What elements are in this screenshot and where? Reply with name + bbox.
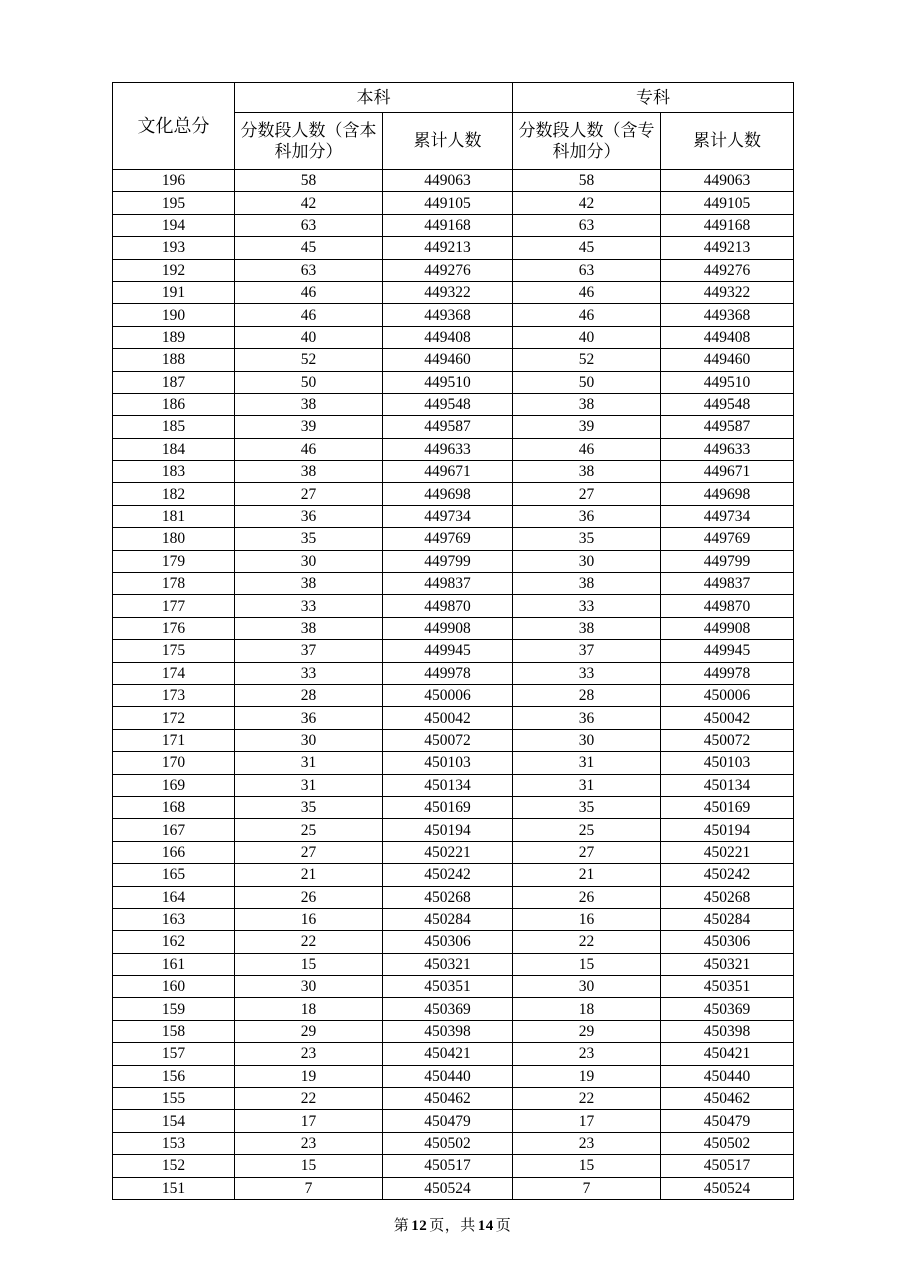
cell-junior-college-cumulative: 450321 bbox=[661, 953, 794, 975]
cell-junior-college-segment-count: 22 bbox=[513, 1088, 661, 1110]
group-header-undergraduate: 本科 bbox=[235, 83, 513, 113]
cell-junior-college-cumulative: 450398 bbox=[661, 1020, 794, 1042]
cell-junior-college-cumulative: 450479 bbox=[661, 1110, 794, 1132]
cell-undergraduate-cumulative: 450306 bbox=[383, 931, 513, 953]
cell-junior-college-cumulative: 449213 bbox=[661, 237, 794, 259]
cell-undergraduate-cumulative: 449548 bbox=[383, 393, 513, 415]
table-row bbox=[113, 774, 794, 796]
table-row bbox=[113, 192, 794, 214]
table-row bbox=[113, 595, 794, 617]
cell-undergraduate-cumulative: 450072 bbox=[383, 729, 513, 751]
table-row bbox=[113, 886, 794, 908]
cell-junior-college-cumulative: 450268 bbox=[661, 886, 794, 908]
cell-undergraduate-cumulative: 450006 bbox=[383, 684, 513, 706]
cell-total-score: 163 bbox=[113, 908, 235, 930]
cell-junior-college-segment-count: 7 bbox=[513, 1177, 661, 1199]
cell-junior-college-segment-count: 38 bbox=[513, 461, 661, 483]
cell-undergraduate-cumulative: 449633 bbox=[383, 438, 513, 460]
table-row bbox=[113, 393, 794, 415]
cell-undergraduate-segment-count: 26 bbox=[235, 886, 383, 908]
cell-total-score: 183 bbox=[113, 461, 235, 483]
footer-suffix: 页 bbox=[495, 1218, 512, 1234]
cell-junior-college-segment-count: 23 bbox=[513, 1132, 661, 1154]
cell-total-score: 186 bbox=[113, 393, 235, 415]
cell-junior-college-segment-count: 37 bbox=[513, 640, 661, 662]
cell-total-score: 188 bbox=[113, 349, 235, 371]
cell-undergraduate-cumulative: 449460 bbox=[383, 349, 513, 371]
cell-junior-college-cumulative: 449408 bbox=[661, 326, 794, 348]
group-header-junior-college: 专科 bbox=[513, 83, 794, 113]
cell-undergraduate-segment-count: 18 bbox=[235, 998, 383, 1020]
cell-total-score: 159 bbox=[113, 998, 235, 1020]
table-row bbox=[113, 684, 794, 706]
cell-undergraduate-segment-count: 31 bbox=[235, 774, 383, 796]
cell-total-score: 152 bbox=[113, 1155, 235, 1177]
cell-total-score: 172 bbox=[113, 707, 235, 729]
cell-undergraduate-segment-count: 23 bbox=[235, 1132, 383, 1154]
table-row bbox=[113, 1132, 794, 1154]
cell-junior-college-cumulative: 449978 bbox=[661, 662, 794, 684]
cell-junior-college-segment-count: 27 bbox=[513, 483, 661, 505]
column-header-undergraduate-segment-count: 分数段人数（含本科加分） bbox=[235, 113, 383, 170]
cell-undergraduate-cumulative: 450517 bbox=[383, 1155, 513, 1177]
table-row bbox=[113, 729, 794, 751]
cell-undergraduate-segment-count: 36 bbox=[235, 505, 383, 527]
table-row bbox=[113, 752, 794, 774]
cell-junior-college-segment-count: 42 bbox=[513, 192, 661, 214]
cell-total-score: 176 bbox=[113, 617, 235, 639]
cell-junior-college-segment-count: 29 bbox=[513, 1020, 661, 1042]
cell-total-score: 195 bbox=[113, 192, 235, 214]
cell-junior-college-segment-count: 15 bbox=[513, 953, 661, 975]
cell-junior-college-segment-count: 46 bbox=[513, 281, 661, 303]
cell-undergraduate-segment-count: 63 bbox=[235, 259, 383, 281]
table-row bbox=[113, 573, 794, 595]
cell-undergraduate-segment-count: 28 bbox=[235, 684, 383, 706]
cell-undergraduate-cumulative: 449168 bbox=[383, 214, 513, 236]
cell-total-score: 151 bbox=[113, 1177, 235, 1199]
cell-undergraduate-cumulative: 449322 bbox=[383, 281, 513, 303]
cell-junior-college-segment-count: 63 bbox=[513, 214, 661, 236]
cell-junior-college-segment-count: 25 bbox=[513, 819, 661, 841]
table-row bbox=[113, 483, 794, 505]
cell-junior-college-cumulative: 449510 bbox=[661, 371, 794, 393]
cell-undergraduate-segment-count: 58 bbox=[235, 170, 383, 192]
cell-junior-college-cumulative: 449633 bbox=[661, 438, 794, 460]
cell-undergraduate-segment-count: 27 bbox=[235, 841, 383, 863]
table-header bbox=[113, 83, 794, 170]
cell-undergraduate-cumulative: 449978 bbox=[383, 662, 513, 684]
cell-undergraduate-cumulative: 450440 bbox=[383, 1065, 513, 1087]
cell-junior-college-cumulative: 450502 bbox=[661, 1132, 794, 1154]
cell-undergraduate-segment-count: 30 bbox=[235, 729, 383, 751]
cell-undergraduate-cumulative: 449587 bbox=[383, 416, 513, 438]
cell-junior-college-cumulative: 450072 bbox=[661, 729, 794, 751]
cell-junior-college-cumulative: 449063 bbox=[661, 170, 794, 192]
cell-undergraduate-cumulative: 449870 bbox=[383, 595, 513, 617]
footer-middle: 页，共 bbox=[429, 1218, 476, 1234]
cell-junior-college-segment-count: 46 bbox=[513, 438, 661, 460]
cell-junior-college-segment-count: 31 bbox=[513, 774, 661, 796]
cell-undergraduate-cumulative: 450242 bbox=[383, 864, 513, 886]
cell-undergraduate-cumulative: 449276 bbox=[383, 259, 513, 281]
table-row bbox=[113, 416, 794, 438]
footer-total-pages: 14 bbox=[477, 1218, 494, 1234]
cell-undergraduate-cumulative: 449510 bbox=[383, 371, 513, 393]
cell-total-score: 184 bbox=[113, 438, 235, 460]
cell-undergraduate-segment-count: 30 bbox=[235, 550, 383, 572]
cell-undergraduate-cumulative: 450524 bbox=[383, 1177, 513, 1199]
table-row bbox=[113, 931, 794, 953]
cell-total-score: 193 bbox=[113, 237, 235, 259]
cell-undergraduate-cumulative: 450284 bbox=[383, 908, 513, 930]
cell-total-score: 160 bbox=[113, 976, 235, 998]
cell-undergraduate-segment-count: 38 bbox=[235, 393, 383, 415]
cell-total-score: 171 bbox=[113, 729, 235, 751]
cell-undergraduate-cumulative: 449908 bbox=[383, 617, 513, 639]
cell-undergraduate-segment-count: 16 bbox=[235, 908, 383, 930]
cell-junior-college-segment-count: 15 bbox=[513, 1155, 661, 1177]
cell-junior-college-cumulative: 449908 bbox=[661, 617, 794, 639]
score-distribution-table bbox=[112, 82, 794, 1200]
cell-total-score: 168 bbox=[113, 796, 235, 818]
table-row bbox=[113, 214, 794, 236]
cell-undergraduate-cumulative: 450134 bbox=[383, 774, 513, 796]
table-row bbox=[113, 976, 794, 998]
cell-undergraduate-segment-count: 33 bbox=[235, 662, 383, 684]
cell-junior-college-cumulative: 450006 bbox=[661, 684, 794, 706]
cell-total-score: 180 bbox=[113, 528, 235, 550]
cell-junior-college-cumulative: 449799 bbox=[661, 550, 794, 572]
cell-junior-college-cumulative: 450169 bbox=[661, 796, 794, 818]
table-row bbox=[113, 998, 794, 1020]
cell-junior-college-cumulative: 449698 bbox=[661, 483, 794, 505]
table-row bbox=[113, 864, 794, 886]
cell-total-score: 170 bbox=[113, 752, 235, 774]
cell-total-score: 177 bbox=[113, 595, 235, 617]
cell-undergraduate-segment-count: 38 bbox=[235, 461, 383, 483]
cell-undergraduate-segment-count: 7 bbox=[235, 1177, 383, 1199]
cell-total-score: 181 bbox=[113, 505, 235, 527]
cell-undergraduate-cumulative: 449698 bbox=[383, 483, 513, 505]
cell-junior-college-cumulative: 449322 bbox=[661, 281, 794, 303]
cell-junior-college-cumulative: 450134 bbox=[661, 774, 794, 796]
cell-undergraduate-segment-count: 46 bbox=[235, 304, 383, 326]
table-row bbox=[113, 819, 794, 841]
cell-undergraduate-segment-count: 39 bbox=[235, 416, 383, 438]
cell-undergraduate-segment-count: 19 bbox=[235, 1065, 383, 1087]
cell-undergraduate-cumulative: 449368 bbox=[383, 304, 513, 326]
table-row bbox=[113, 1110, 794, 1132]
column-header-undergraduate-cumulative: 累计人数 bbox=[383, 113, 513, 170]
cell-undergraduate-cumulative: 449105 bbox=[383, 192, 513, 214]
cell-undergraduate-segment-count: 46 bbox=[235, 438, 383, 460]
cell-total-score: 165 bbox=[113, 864, 235, 886]
cell-junior-college-cumulative: 449837 bbox=[661, 573, 794, 595]
cell-junior-college-cumulative: 449548 bbox=[661, 393, 794, 415]
cell-undergraduate-segment-count: 37 bbox=[235, 640, 383, 662]
cell-junior-college-segment-count: 38 bbox=[513, 393, 661, 415]
cell-total-score: 191 bbox=[113, 281, 235, 303]
cell-junior-college-cumulative: 450421 bbox=[661, 1043, 794, 1065]
cell-undergraduate-segment-count: 22 bbox=[235, 1088, 383, 1110]
cell-junior-college-segment-count: 35 bbox=[513, 796, 661, 818]
cell-undergraduate-segment-count: 30 bbox=[235, 976, 383, 998]
cell-total-score: 187 bbox=[113, 371, 235, 393]
cell-undergraduate-segment-count: 15 bbox=[235, 1155, 383, 1177]
table-row bbox=[113, 326, 794, 348]
cell-undergraduate-cumulative: 449408 bbox=[383, 326, 513, 348]
cell-undergraduate-cumulative: 450221 bbox=[383, 841, 513, 863]
table-row bbox=[113, 505, 794, 527]
cell-total-score: 189 bbox=[113, 326, 235, 348]
cell-undergraduate-cumulative: 449837 bbox=[383, 573, 513, 595]
cell-junior-college-cumulative: 450042 bbox=[661, 707, 794, 729]
cell-total-score: 167 bbox=[113, 819, 235, 841]
cell-total-score: 158 bbox=[113, 1020, 235, 1042]
cell-junior-college-segment-count: 50 bbox=[513, 371, 661, 393]
cell-junior-college-segment-count: 18 bbox=[513, 998, 661, 1020]
cell-junior-college-segment-count: 35 bbox=[513, 528, 661, 550]
cell-junior-college-segment-count: 23 bbox=[513, 1043, 661, 1065]
cell-undergraduate-segment-count: 36 bbox=[235, 707, 383, 729]
cell-junior-college-cumulative: 449460 bbox=[661, 349, 794, 371]
cell-junior-college-cumulative: 450517 bbox=[661, 1155, 794, 1177]
cell-junior-college-segment-count: 52 bbox=[513, 349, 661, 371]
cell-junior-college-segment-count: 30 bbox=[513, 550, 661, 572]
cell-total-score: 190 bbox=[113, 304, 235, 326]
cell-total-score: 178 bbox=[113, 573, 235, 595]
cell-total-score: 162 bbox=[113, 931, 235, 953]
cell-undergraduate-segment-count: 42 bbox=[235, 192, 383, 214]
cell-undergraduate-segment-count: 23 bbox=[235, 1043, 383, 1065]
cell-undergraduate-cumulative: 449945 bbox=[383, 640, 513, 662]
column-header-junior-college-segment-count: 分数段人数（含专科加分） bbox=[513, 113, 661, 170]
column-header-total-score: 文化总分 bbox=[113, 83, 235, 170]
cell-undergraduate-segment-count: 38 bbox=[235, 617, 383, 639]
cell-junior-college-segment-count: 16 bbox=[513, 908, 661, 930]
cell-undergraduate-segment-count: 29 bbox=[235, 1020, 383, 1042]
cell-junior-college-segment-count: 27 bbox=[513, 841, 661, 863]
cell-junior-college-cumulative: 450462 bbox=[661, 1088, 794, 1110]
cell-junior-college-cumulative: 449587 bbox=[661, 416, 794, 438]
cell-junior-college-cumulative: 449276 bbox=[661, 259, 794, 281]
cell-junior-college-segment-count: 33 bbox=[513, 662, 661, 684]
cell-total-score: 182 bbox=[113, 483, 235, 505]
cell-total-score: 196 bbox=[113, 170, 235, 192]
cell-junior-college-segment-count: 63 bbox=[513, 259, 661, 281]
cell-undergraduate-cumulative: 450321 bbox=[383, 953, 513, 975]
cell-total-score: 175 bbox=[113, 640, 235, 662]
cell-undergraduate-segment-count: 17 bbox=[235, 1110, 383, 1132]
table-row bbox=[113, 640, 794, 662]
cell-junior-college-segment-count: 19 bbox=[513, 1065, 661, 1087]
cell-junior-college-segment-count: 26 bbox=[513, 886, 661, 908]
cell-undergraduate-cumulative: 450462 bbox=[383, 1088, 513, 1110]
cell-total-score: 169 bbox=[113, 774, 235, 796]
cell-undergraduate-cumulative: 449734 bbox=[383, 505, 513, 527]
table-body bbox=[113, 170, 794, 1200]
cell-junior-college-segment-count: 21 bbox=[513, 864, 661, 886]
cell-undergraduate-cumulative: 450042 bbox=[383, 707, 513, 729]
cell-junior-college-cumulative: 449734 bbox=[661, 505, 794, 527]
cell-undergraduate-segment-count: 52 bbox=[235, 349, 383, 371]
cell-junior-college-cumulative: 449671 bbox=[661, 461, 794, 483]
cell-junior-college-cumulative: 450242 bbox=[661, 864, 794, 886]
cell-undergraduate-cumulative: 449213 bbox=[383, 237, 513, 259]
table-header-row-groups bbox=[113, 83, 794, 113]
cell-junior-college-segment-count: 58 bbox=[513, 170, 661, 192]
cell-undergraduate-cumulative: 449063 bbox=[383, 170, 513, 192]
cell-total-score: 155 bbox=[113, 1088, 235, 1110]
table-row bbox=[113, 953, 794, 975]
cell-junior-college-segment-count: 30 bbox=[513, 976, 661, 998]
cell-undergraduate-cumulative: 450268 bbox=[383, 886, 513, 908]
cell-junior-college-cumulative: 450103 bbox=[661, 752, 794, 774]
cell-total-score: 156 bbox=[113, 1065, 235, 1087]
footer-prefix: 第 bbox=[393, 1218, 410, 1234]
table-row bbox=[113, 550, 794, 572]
table-row bbox=[113, 1155, 794, 1177]
cell-junior-college-segment-count: 45 bbox=[513, 237, 661, 259]
cell-undergraduate-cumulative: 450351 bbox=[383, 976, 513, 998]
table-row bbox=[113, 304, 794, 326]
cell-junior-college-cumulative: 450221 bbox=[661, 841, 794, 863]
table-row bbox=[113, 908, 794, 930]
cell-undergraduate-segment-count: 63 bbox=[235, 214, 383, 236]
cell-junior-college-segment-count: 30 bbox=[513, 729, 661, 751]
table-row bbox=[113, 461, 794, 483]
page-footer bbox=[0, 1214, 905, 1235]
cell-undergraduate-cumulative: 449769 bbox=[383, 528, 513, 550]
cell-junior-college-cumulative: 450284 bbox=[661, 908, 794, 930]
cell-undergraduate-cumulative: 450479 bbox=[383, 1110, 513, 1132]
cell-junior-college-segment-count: 17 bbox=[513, 1110, 661, 1132]
table-row bbox=[113, 349, 794, 371]
cell-undergraduate-cumulative: 449671 bbox=[383, 461, 513, 483]
table-row bbox=[113, 371, 794, 393]
cell-undergraduate-segment-count: 35 bbox=[235, 796, 383, 818]
cell-junior-college-segment-count: 33 bbox=[513, 595, 661, 617]
cell-undergraduate-segment-count: 45 bbox=[235, 237, 383, 259]
cell-junior-college-segment-count: 40 bbox=[513, 326, 661, 348]
cell-total-score: 194 bbox=[113, 214, 235, 236]
table-row bbox=[113, 1065, 794, 1087]
table-row bbox=[113, 617, 794, 639]
cell-undergraduate-cumulative: 450398 bbox=[383, 1020, 513, 1042]
cell-junior-college-segment-count: 36 bbox=[513, 707, 661, 729]
cell-total-score: 166 bbox=[113, 841, 235, 863]
table-row bbox=[113, 841, 794, 863]
cell-junior-college-cumulative: 449870 bbox=[661, 595, 794, 617]
cell-undergraduate-segment-count: 50 bbox=[235, 371, 383, 393]
cell-junior-college-cumulative: 449168 bbox=[661, 214, 794, 236]
cell-junior-college-cumulative: 450369 bbox=[661, 998, 794, 1020]
cell-undergraduate-cumulative: 450421 bbox=[383, 1043, 513, 1065]
cell-junior-college-cumulative: 450351 bbox=[661, 976, 794, 998]
cell-total-score: 174 bbox=[113, 662, 235, 684]
table-row bbox=[113, 1177, 794, 1199]
cell-junior-college-cumulative: 449368 bbox=[661, 304, 794, 326]
table-row bbox=[113, 707, 794, 729]
cell-junior-college-cumulative: 449105 bbox=[661, 192, 794, 214]
cell-junior-college-segment-count: 22 bbox=[513, 931, 661, 953]
cell-junior-college-segment-count: 31 bbox=[513, 752, 661, 774]
cell-undergraduate-segment-count: 40 bbox=[235, 326, 383, 348]
table-row bbox=[113, 662, 794, 684]
cell-undergraduate-segment-count: 33 bbox=[235, 595, 383, 617]
table-row bbox=[113, 259, 794, 281]
cell-junior-college-segment-count: 38 bbox=[513, 573, 661, 595]
cell-undergraduate-cumulative: 450369 bbox=[383, 998, 513, 1020]
cell-junior-college-segment-count: 46 bbox=[513, 304, 661, 326]
cell-junior-college-cumulative: 450194 bbox=[661, 819, 794, 841]
table-row bbox=[113, 1043, 794, 1065]
cell-undergraduate-segment-count: 46 bbox=[235, 281, 383, 303]
cell-undergraduate-segment-count: 27 bbox=[235, 483, 383, 505]
cell-junior-college-segment-count: 28 bbox=[513, 684, 661, 706]
cell-undergraduate-segment-count: 21 bbox=[235, 864, 383, 886]
cell-undergraduate-cumulative: 450194 bbox=[383, 819, 513, 841]
table-row bbox=[113, 1020, 794, 1042]
cell-total-score: 173 bbox=[113, 684, 235, 706]
cell-junior-college-segment-count: 38 bbox=[513, 617, 661, 639]
cell-undergraduate-segment-count: 31 bbox=[235, 752, 383, 774]
cell-junior-college-cumulative: 450306 bbox=[661, 931, 794, 953]
cell-undergraduate-segment-count: 25 bbox=[235, 819, 383, 841]
column-header-junior-college-cumulative: 累计人数 bbox=[661, 113, 794, 170]
cell-total-score: 157 bbox=[113, 1043, 235, 1065]
table-row bbox=[113, 281, 794, 303]
cell-undergraduate-cumulative: 450169 bbox=[383, 796, 513, 818]
cell-junior-college-cumulative: 450524 bbox=[661, 1177, 794, 1199]
cell-junior-college-segment-count: 36 bbox=[513, 505, 661, 527]
table-row bbox=[113, 237, 794, 259]
cell-total-score: 161 bbox=[113, 953, 235, 975]
cell-junior-college-cumulative: 449769 bbox=[661, 528, 794, 550]
cell-total-score: 185 bbox=[113, 416, 235, 438]
cell-total-score: 164 bbox=[113, 886, 235, 908]
cell-undergraduate-segment-count: 22 bbox=[235, 931, 383, 953]
cell-total-score: 153 bbox=[113, 1132, 235, 1154]
table-row bbox=[113, 1088, 794, 1110]
cell-junior-college-cumulative: 449945 bbox=[661, 640, 794, 662]
cell-undergraduate-segment-count: 15 bbox=[235, 953, 383, 975]
table-row bbox=[113, 796, 794, 818]
cell-undergraduate-segment-count: 38 bbox=[235, 573, 383, 595]
cell-undergraduate-cumulative: 449799 bbox=[383, 550, 513, 572]
cell-total-score: 192 bbox=[113, 259, 235, 281]
cell-total-score: 154 bbox=[113, 1110, 235, 1132]
cell-undergraduate-segment-count: 35 bbox=[235, 528, 383, 550]
cell-junior-college-cumulative: 450440 bbox=[661, 1065, 794, 1087]
cell-junior-college-segment-count: 39 bbox=[513, 416, 661, 438]
table-row bbox=[113, 528, 794, 550]
table-row bbox=[113, 170, 794, 192]
cell-undergraduate-cumulative: 450103 bbox=[383, 752, 513, 774]
table-row bbox=[113, 438, 794, 460]
cell-total-score: 179 bbox=[113, 550, 235, 572]
footer-current-page: 12 bbox=[411, 1218, 428, 1234]
cell-undergraduate-cumulative: 450502 bbox=[383, 1132, 513, 1154]
